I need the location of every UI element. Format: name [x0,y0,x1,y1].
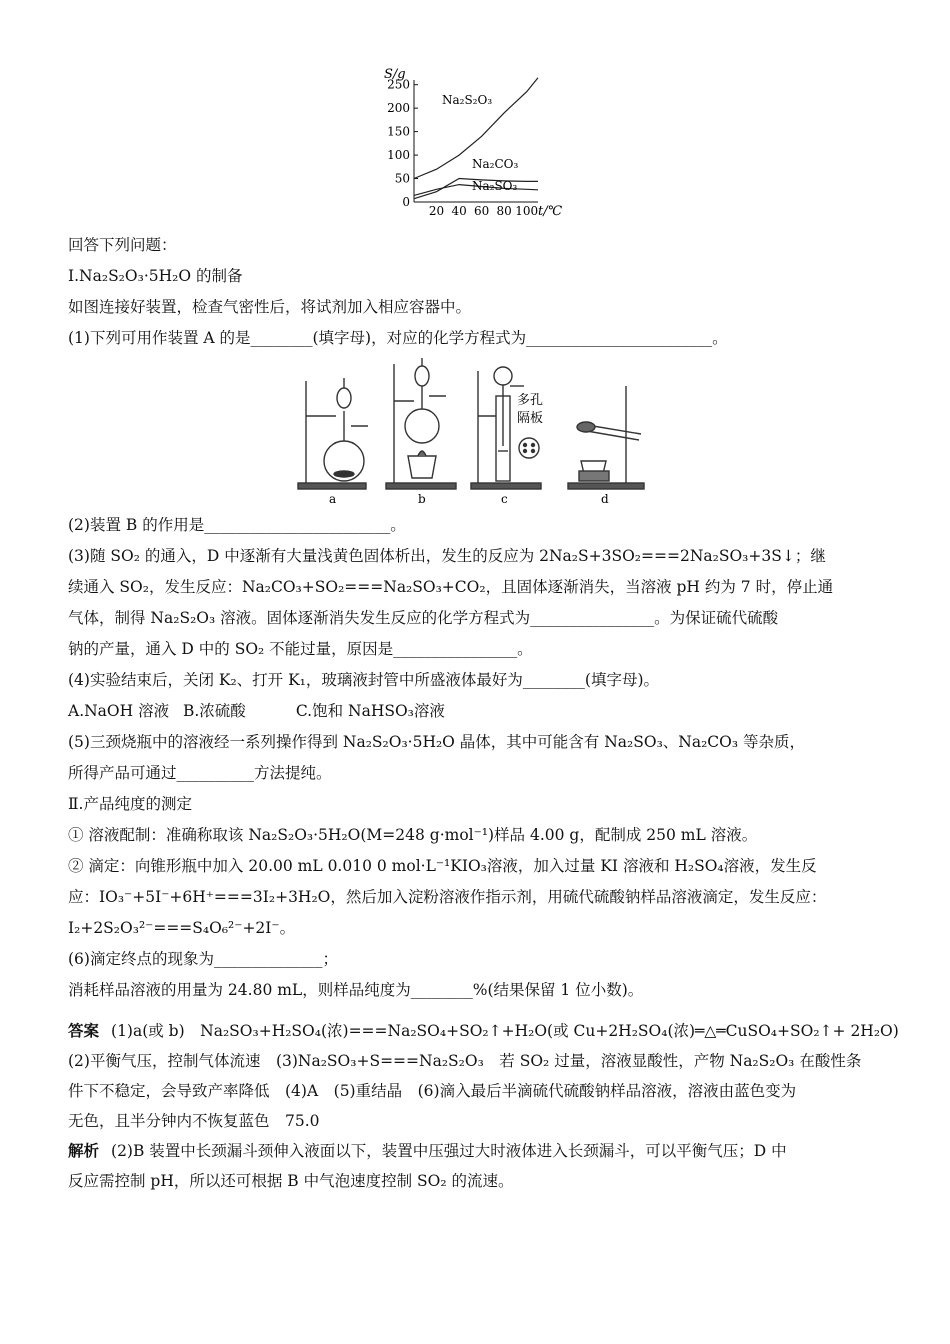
question-2: (2)装置 B 的作用是________________________。 [68,516,406,534]
answer-label: 答案 [68,1021,100,1040]
step-1: ① 溶液配制：准确称取该 Na₂S₂O₃·5H₂O(M=248 g·mol⁻¹)样品 4.00 g，配制成 250 mL 溶液。 [68,826,758,844]
question-3-line-3: 气体，制得 Na₂S₂O₃ 溶液。固体逐渐消失发生反应的化学方程式为________________。为保证硫代硫酸 [68,609,779,627]
y-tick-label: 200 [387,101,410,116]
question-4: (4)实验结束后，关闭 K₂、打开 K₁，玻璃液封管中所盛液体最好为________(填字母)。 [68,671,659,689]
step-2-line-2: 应：IO₃⁻+5I⁻+6H⁺===3I₂+3H₂O，然后加入淀粉溶液作指示剂，用硫代硫酸钠样品溶液滴定，发生反应： [68,888,827,906]
x-tick-label: 60 [473,204,490,218]
question-3-line-1: (3)随 SO₂ 的通入，D 中逐渐有大量浅黄色固体析出，发生的反应为 2Na₂S+3SO₂===2Na₂SO₃+3S↓；继 [68,547,826,565]
solubility-chart [378,62,578,222]
series-label-2: Na₂SO₃ [472,179,518,193]
question-4-choices [68,696,888,727]
plate-label-1: 多孔 [517,393,544,408]
series-label-1: Na₂CO₃ [472,157,519,171]
question-1: (1)下列可用作装置 A 的是________(填字母)，对应的化学方程式为________________________。 [68,329,728,347]
x-tick-label: 80 [496,204,512,218]
part1-heading: Ⅰ.Na₂S₂O₃·5H₂O 的制备 [68,267,243,285]
y-tick-label: 50 [394,171,410,186]
x-tick-label: 40 [451,204,467,218]
choice-a: A.NaOH 溶液 [68,702,170,720]
x-tick-label: 100 [515,204,539,218]
step-2-line-1: ② 滴定：向锥形瓶中加入 20.00 mL 0.010 0 mol·L⁻¹KIO₃溶液，加入过量 KI 溶液和 H₂SO₄溶液，发生反 [68,857,817,875]
question-body [68,230,899,1196]
label-b: b [418,492,426,506]
intro-text: 回答下列问题： [68,236,177,254]
question-3-line-4: 钠的产量，通入 D 中的 SO₂ 不能过量，原因是________________。 [68,640,533,658]
y-tick-label: 0 [402,195,410,209]
analysis-label: 解析 [68,1141,100,1160]
answer-line-1 [68,1016,899,1046]
answer-line-3: 件下不稳定，会导致产率降低 (4)A (5)重结晶 (6)滴入最后半滴硫代硫酸钠样品溶液，溶液由蓝色变为 [68,1082,797,1100]
chart-xlabel: t/℃ [538,204,563,219]
answer-line-2: (2)平衡气压，控制气体流速 (3)Na₂SO₃+S===Na₂S₂O₃ 若 SO₂ 过量，溶液显酸性，产物 Na₂S₂O₃ 在酸性条 [68,1052,862,1070]
analysis-line-1 [68,1136,888,1166]
chart-ylabel: S/g [384,67,406,82]
choice-b: B.浓硫酸 [182,702,246,720]
question-5-line-2: 所得产品可通过__________方法提纯。 [68,764,332,782]
question-3-line-2: 续通入 SO₂，发生反应：Na₂CO₃+SO₂===Na₂SO₃+CO₂，且固体逐渐消失，当溶液 pH 约为 7 时，停止通 [68,578,834,596]
label-d: d [601,492,609,506]
part2-heading: Ⅱ.产品纯度的测定 [68,795,192,813]
question-5-line-1: (5)三颈烧瓶中的溶液经一系列操作得到 Na₂S₂O₃·5H₂O 晶体，其中可能含有 Na₂SO₃、Na₂CO₃ 等杂质， [68,733,806,751]
question-6-line-2: 消耗样品溶液的用量为 24.80 mL，则样品纯度为________%(结果保留 1 位小数)。 [68,981,644,999]
analysis-text-1: (2)B 装置中长颈漏斗颈伸入液面以下，装置中压强过大时液体进入长颈漏斗，可以平衡气压；D 中 [111,1142,787,1160]
choice-c: C.饱和 NaHSO₃溶液 [295,702,445,720]
series-label-0: Na₂S₂O₃ [442,93,493,107]
chart-series [414,78,538,199]
label-c: c [501,492,508,506]
y-tick-label: 250 [387,77,410,92]
plate-label-2: 隔板 [517,411,544,426]
label-a: a [329,492,337,506]
x-tick-label: 20 [428,204,445,218]
apparatus-figure [296,356,656,506]
y-tick-label: 150 [387,124,410,139]
answer-line-4: 无色，且半分钟内不恢复蓝色 75.0 [68,1112,320,1130]
answer-text-1: (1)a(或 b) Na₂SO₃+H₂SO₄(浓)===Na₂SO₄+SO₂↑+H₂O(或 Cu+2H₂SO₄(浓)═△═CuSO₄+SO₂↑+ 2H₂O) [111,1022,899,1040]
y-tick-label: 100 [387,148,410,163]
analysis-line-2: 反应需控制 pH，所以还可根据 B 中气泡速度控制 SO₂ 的流速。 [68,1172,514,1190]
step-2-line-3: I₂+2S₂O₃²⁻===S₄O₆²⁻+2I⁻。 [68,919,296,937]
setup-text: 如图连接好装置，检查气密性后，将试剂加入相应容器中。 [68,298,472,316]
question-6: (6)滴定终点的现象为______________； [68,950,338,968]
